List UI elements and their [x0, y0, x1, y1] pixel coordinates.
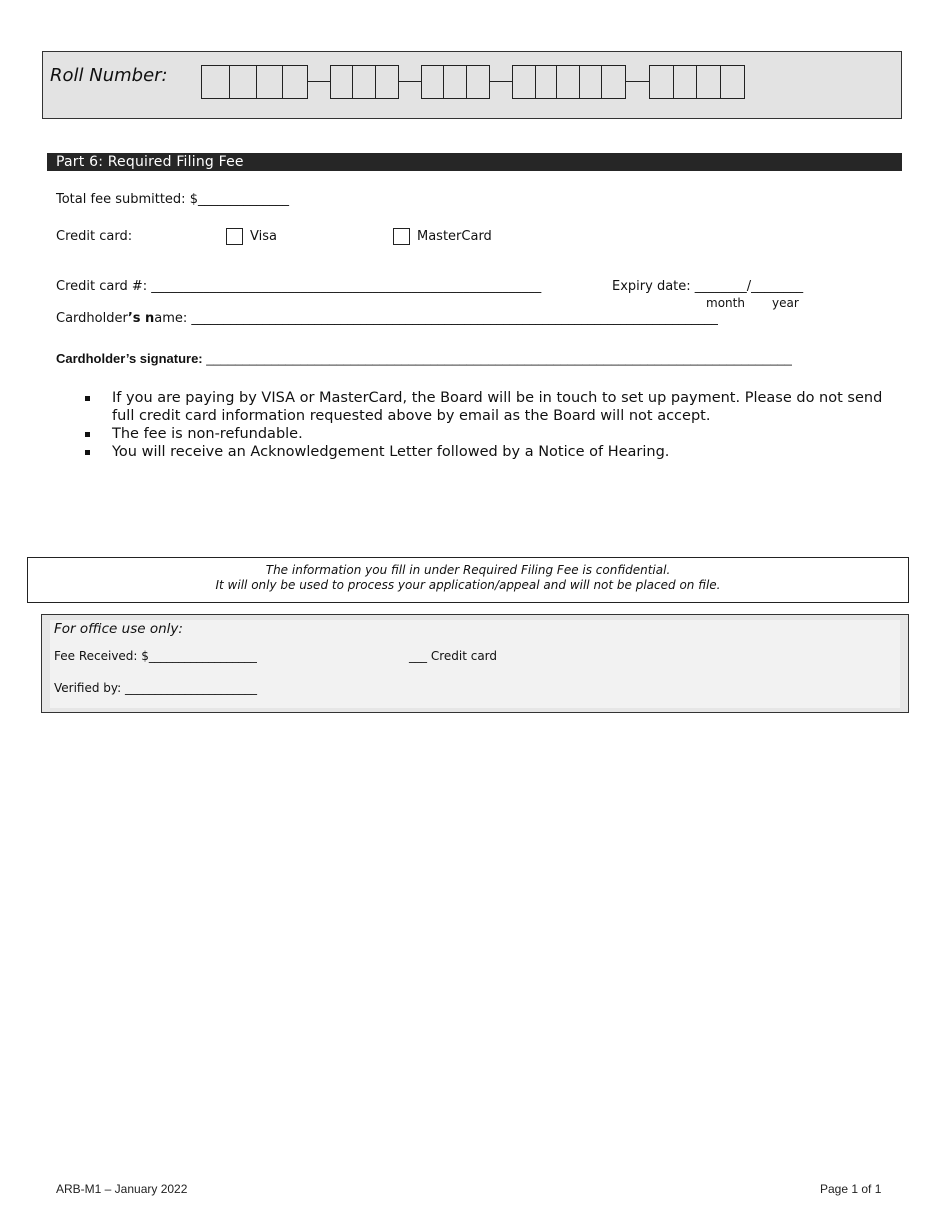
- bullet-icon: [85, 432, 90, 437]
- mastercard-checkbox[interactable]: [393, 228, 410, 245]
- roll-digit-box[interactable]: [353, 66, 375, 98]
- fee-notes-list: [84, 389, 904, 461]
- bullet-icon: [85, 450, 90, 455]
- visa-checkbox[interactable]: [226, 228, 243, 245]
- list-item: You will receive an Acknowledgement Letter followed by a Notice of Hearing.: [84, 443, 904, 461]
- roll-separator: [308, 81, 330, 82]
- signature-blank: _________________________________________________________________________________: [206, 351, 792, 366]
- roll-separator: [399, 81, 421, 82]
- list-item: If you are paying by VISA or MasterCard, the Board will be in touch to set up payment. Please do not send full credit card information requested above by email as the Board will not accept.: [84, 389, 904, 425]
- roll-digit-box[interactable]: [467, 66, 489, 98]
- roll-number-label: Roll Number:: [50, 65, 168, 86]
- roll-separator: [626, 81, 649, 82]
- office-use-title: For office use only:: [54, 621, 183, 637]
- confidential-notice: [27, 557, 909, 603]
- roll-number-segment-2[interactable]: [330, 65, 399, 99]
- office-credit-card-field[interactable]: ___ Credit card: [409, 649, 498, 663]
- roll-digit-box[interactable]: [444, 66, 466, 98]
- roll-digit-box[interactable]: [721, 66, 744, 98]
- confidential-line-1: The information you fill in under Required Filing Fee is confidential.: [265, 563, 671, 577]
- credit-card-label: Credit card:: [56, 229, 133, 244]
- page-number-footer: Page 1 of 1: [820, 1182, 882, 1196]
- office-verified-by-field[interactable]: Verified by: ______________________: [54, 681, 258, 695]
- expiry-date-field[interactable]: Expiry date: ________/________: [612, 279, 804, 294]
- roll-number-segment-4[interactable]: [512, 65, 626, 99]
- cardholder-name-label-c: ame: _________________________________________________________________________________: [154, 311, 718, 326]
- bullet-icon: [85, 396, 90, 401]
- roll-digit-box[interactable]: [557, 66, 580, 98]
- expiry-year-caption: year: [772, 296, 799, 310]
- roll-number-segment-3[interactable]: [421, 65, 490, 99]
- roll-digit-box[interactable]: [422, 66, 444, 98]
- roll-number-segment-1[interactable]: [201, 65, 308, 99]
- roll-digit-box[interactable]: [283, 66, 307, 98]
- cardholder-name-field[interactable]: [56, 311, 718, 326]
- total-fee-label: Total fee submitted: $: [56, 192, 198, 207]
- expiry-month-caption: month: [706, 296, 745, 310]
- roll-digit-box[interactable]: [331, 66, 353, 98]
- roll-number-segment-5[interactable]: [649, 65, 745, 99]
- form-id-footer: ARB-M1 – January 2022: [56, 1182, 188, 1196]
- roll-digit-box[interactable]: [376, 66, 398, 98]
- roll-digit-box[interactable]: [674, 66, 698, 98]
- signature-label: Cardholder’s signature:: [56, 351, 203, 366]
- roll-digit-box[interactable]: [536, 66, 558, 98]
- total-fee-row: [56, 192, 289, 207]
- roll-digit-box[interactable]: [650, 66, 674, 98]
- credit-card-number-field[interactable]: Credit card #: ____________________________________________________________: [56, 279, 542, 294]
- total-fee-field[interactable]: ______________: [197, 192, 289, 207]
- mastercard-label: MasterCard: [417, 229, 492, 244]
- roll-digit-box[interactable]: [602, 66, 625, 98]
- list-item: The fee is non-refundable.: [84, 425, 904, 443]
- roll-digit-box[interactable]: [513, 66, 536, 98]
- roll-digit-box[interactable]: [697, 66, 721, 98]
- roll-digit-box[interactable]: [580, 66, 603, 98]
- cardholder-signature-field[interactable]: [56, 351, 792, 366]
- roll-digit-box[interactable]: [202, 66, 230, 98]
- cardholder-name-label-b: ’s n: [127, 311, 155, 326]
- part-6-header: Part 6: Required Filing Fee: [47, 153, 902, 171]
- roll-digit-box[interactable]: [257, 66, 284, 98]
- roll-separator: [490, 81, 512, 82]
- cardholder-name-label-a: Cardholder: [56, 311, 128, 326]
- office-fee-received-field[interactable]: Fee Received: $__________________: [54, 649, 257, 663]
- visa-label: Visa: [250, 229, 277, 244]
- roll-digit-box[interactable]: [230, 66, 257, 98]
- confidential-line-2: It will only be used to process your application/appeal and will not be placed on file.: [215, 578, 721, 592]
